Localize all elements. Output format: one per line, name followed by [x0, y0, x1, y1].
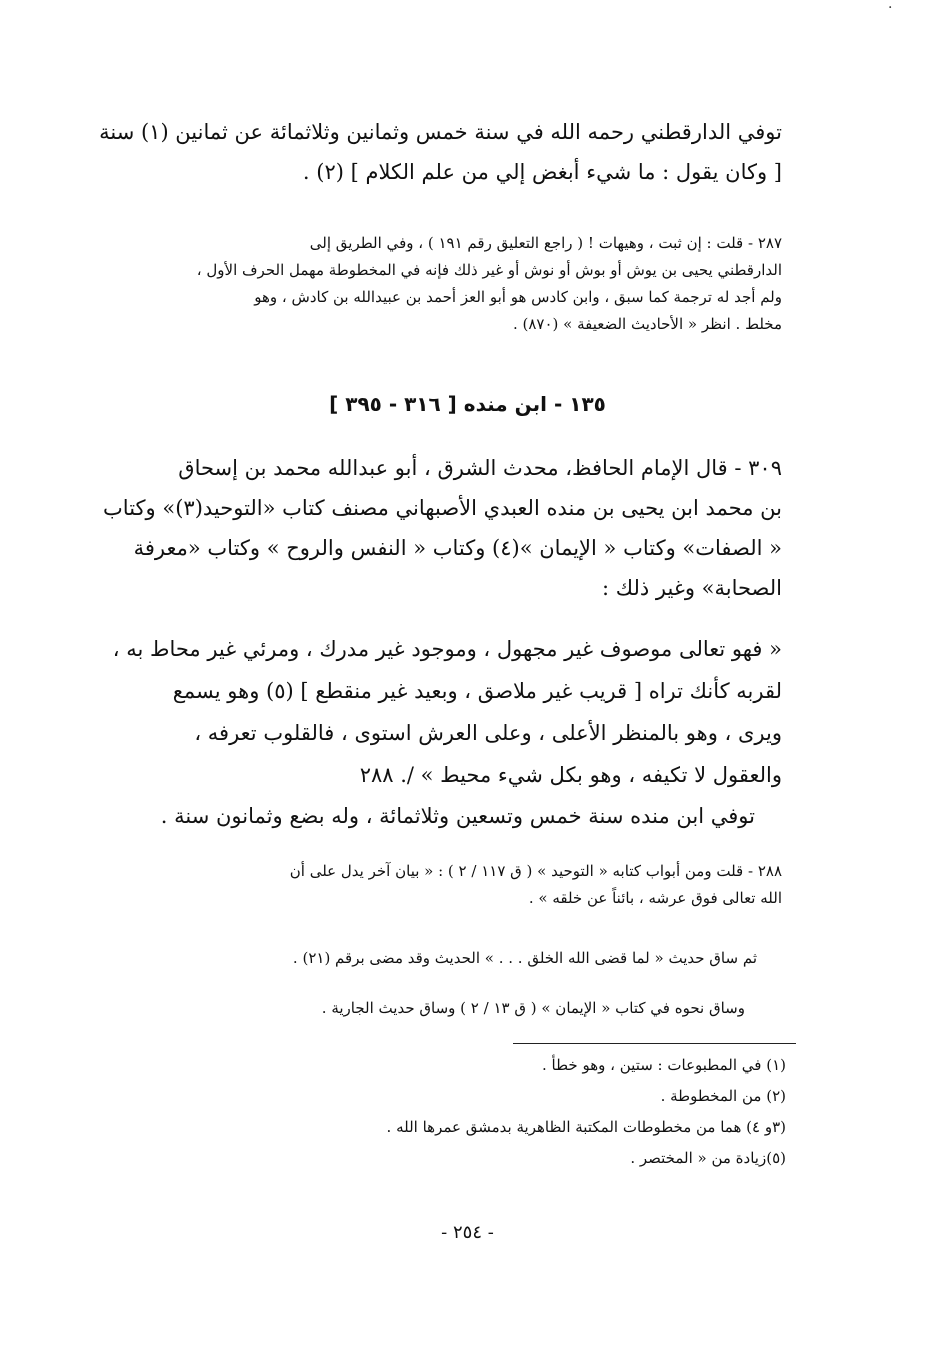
footnote: (٣و ٤) هما من مخطوطات المكتبة الظاهرية بدمشق عمرها الله . — [386, 1118, 786, 1136]
paragraph-daraqutni-death — [99, 112, 782, 192]
paragraph-309 — [103, 448, 782, 608]
text-line: ٢٨٧ - قلت : إن ثبت ، وهيهات ! ( راجع التعليق رقم ١٩١ ) ، وفي الطريق إلى — [309, 234, 782, 252]
text-line: الدارقطني يحيى بن يوش أو بوش أو نوش أو غير ذلك فإنه في المخطوطة مهمل الحرف الأول ، — [196, 261, 782, 279]
text-line: « الصفات» وكتاب « الإيمان »(٤) وكتاب « النفس والروح » وكتاب «معرفة — [133, 536, 782, 560]
commentary-note-288-hadith — [150, 945, 757, 972]
commentary-note-287 — [110, 230, 782, 338]
text-line: ولم أجد له ترجمة كما سبق ، وابن كادس هو أبو العز أحمد بن عبيدالله بن كادش ، وهو — [254, 288, 782, 306]
text-line: وساق نحوه في كتاب « الإيمان » ( ق ١٣ / ٢ ) وساق حديث الجارية . — [321, 999, 745, 1017]
text-line: [ وكان يقول : ما شيء أبغض إلي من علم الكلام ] (٢) . — [302, 160, 782, 184]
commentary-note-288-iman — [150, 995, 745, 1022]
text-line: الصحابة» وغير ذلك : — [602, 576, 782, 600]
quotation-block — [108, 628, 782, 796]
text-line: والعقول لا تكيفه ، وهو بكل شيء محيط » /. ٢٨٨ — [359, 763, 782, 787]
text-line: مخلط . انظر « الأحاديث الضعيفة » (٨٧٠) . — [512, 315, 782, 333]
footnote: (٥)زيادة من « المختصر . — [630, 1149, 786, 1167]
text-line: لقربه كأنك تراه [ قريب غير ملاصق ، وبعيد غير منقطع ] (٥) وهو يسمع — [172, 679, 782, 703]
text-line: « فهو تعالى موصوف غير مجهول ، وموجود غير مدرك ، ومرئي غير محاط به ، — [112, 637, 782, 661]
footnotes — [300, 1050, 786, 1174]
text-line: الله تعالى فوق عرشه ، بائناً عن خلقه » . — [528, 889, 782, 907]
page-number: - ٢٥٤ - — [441, 1222, 494, 1243]
text-line: ٣٠٩ - قال الإمام الحافظ، محدث الشرق ، أبو عبدالله محمد بن إسحاق — [178, 456, 782, 480]
footnote: (٢) من المخطوطة . — [660, 1087, 786, 1105]
commentary-note-288 — [108, 858, 782, 912]
corner-mark: · — [888, 0, 893, 16]
footnote-divider — [513, 1043, 796, 1044]
footnote: (١) في المطبوعات : ستين ، وهو خطأ . — [542, 1056, 786, 1074]
text-line: ٢٨٨ - قلت ومن أبواب كتابه « التوحيد » ( ق ١١٧ / ٢ ) : « بيان آخر يدل على أن — [289, 862, 782, 880]
text-line: توفي ابن منده سنة خمس وتسعين وثلاثمائة ، وله بضع وثمانون سنة . — [160, 804, 755, 828]
text-line: توفي الدارقطني رحمه الله في سنة خمس وثمانين وثلاثمائة عن ثمانين (١) سنة — [99, 120, 782, 144]
paragraph-ibn-mandah-death — [150, 796, 755, 836]
text-line: ثم ساق حديث « لما قضى الله الخلق . . . » الحديث وقد مضى برقم (٢١) . — [292, 949, 757, 967]
text-line: ويرى ، وهو بالمنظر الأعلى ، وعلى العرش استوى ، فالقلوب تعرفه ، — [194, 721, 782, 745]
section-heading: ١٣٥ - ابن منده [ ٣١٦ - ٣٩٥ ] — [329, 392, 606, 416]
text-line: بن محمد ابن يحيى بن منده العبدي الأصبهاني مصنف كتاب «التوحيد(٣)» وكتاب — [103, 496, 782, 520]
